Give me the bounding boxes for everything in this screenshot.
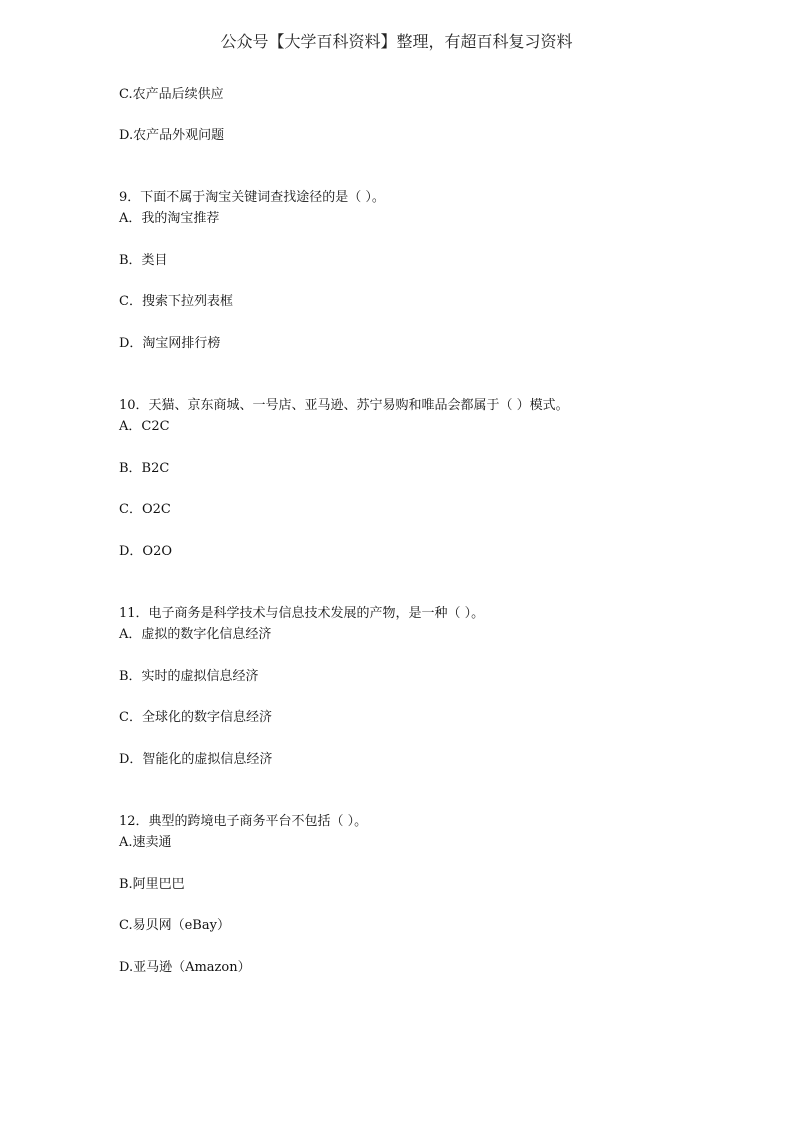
option-d-q9: D．淘宝网排行榜 (119, 336, 221, 351)
option-c-q8: C.农产品后续供应 (119, 87, 224, 102)
question-12: 12．典型的跨境电子商务平台不包括（ ）。 (119, 814, 368, 829)
option-c-q9: C．搜索下拉列表框 (119, 294, 233, 309)
option-c-q12: C.易贝网（eBay） (119, 918, 230, 933)
option-a-q9: A．我的淘宝推荐 (119, 211, 220, 226)
option-b-q9: B．类目 (119, 253, 168, 268)
option-d-q12: D.亚马逊（Amazon） (119, 960, 251, 975)
page-header: 公众号【大学百科资料】整理，有超百科复习资料 (220, 32, 573, 51)
option-a-q11: A．虚拟的数字化信息经济 (119, 627, 272, 642)
option-a-q10: A．C2C (119, 419, 170, 434)
option-d-q8: D.农产品外观问题 (119, 128, 225, 143)
option-c-q10: C．O2C (119, 502, 171, 517)
question-9: 9．下面不属于淘宝关键词查找途径的是（ ）。 (119, 190, 385, 205)
option-b-q11: B．实时的虚拟信息经济 (119, 669, 259, 684)
question-11: 11．电子商务是科学技术与信息技术发展的产物，是一种（ ）。 (119, 606, 485, 621)
option-c-q11: C．全球化的数字信息经济 (119, 710, 272, 725)
option-b-q10: B．B2C (119, 461, 170, 476)
question-10: 10．天猫、京东商城、一号店、亚马逊、苏宁易购和唯品会都属于（ ）模式。 (119, 398, 569, 413)
option-b-q12: B.阿里巴巴 (119, 877, 185, 892)
option-a-q12: A.速卖通 (119, 835, 172, 850)
option-d-q10: D．O2O (119, 544, 173, 559)
option-d-q11: D．智能化的虚拟信息经济 (119, 752, 273, 767)
